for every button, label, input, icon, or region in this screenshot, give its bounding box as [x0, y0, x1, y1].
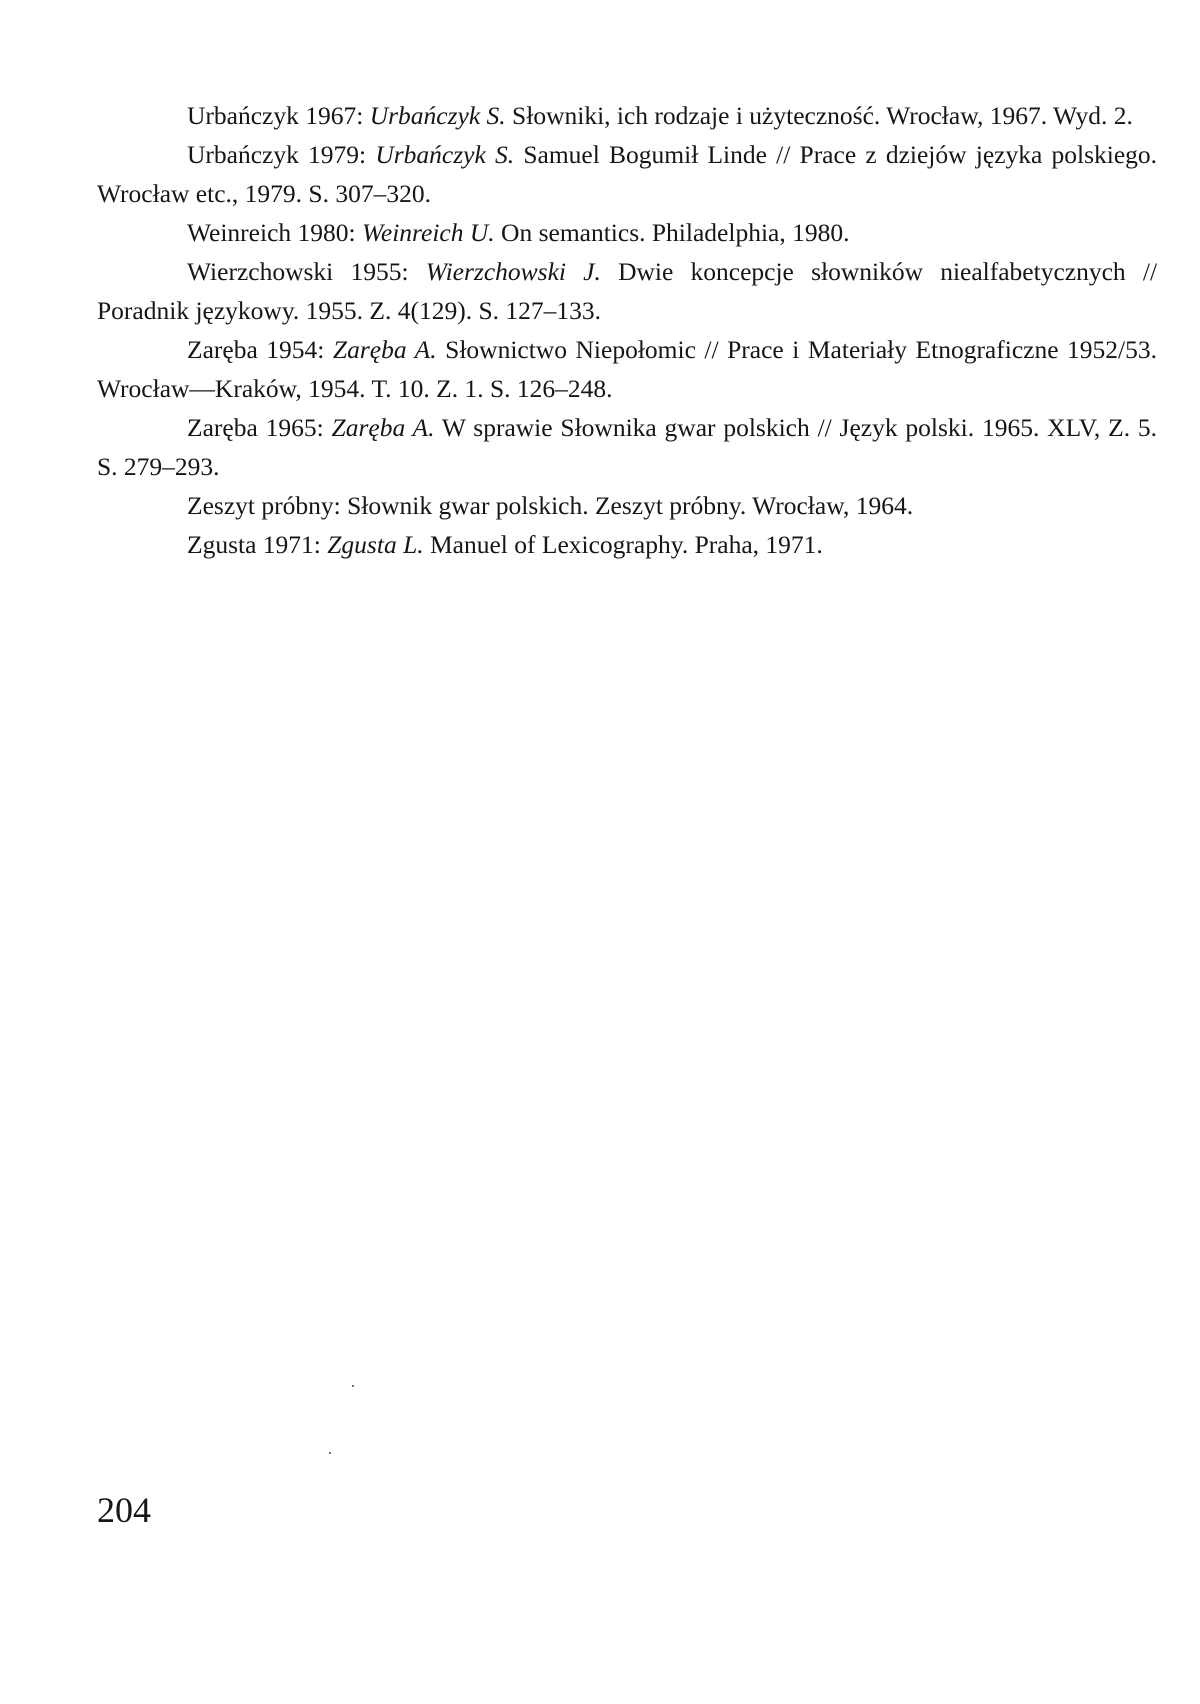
bibliography-entry	[97, 135, 1157, 213]
entry-key: Zaręba 1954:	[187, 335, 325, 364]
entry-text: Dwie koncepcje słowników niealfabetycznych // Poradnik językowy. 1955. Z. 4(129). S. 127–133.	[97, 257, 1158, 325]
entry-author: Weinreich U.	[361, 218, 495, 247]
entry-author: Zgusta L.	[327, 530, 424, 559]
entry-key: Wierzchowski 1955:	[187, 257, 409, 286]
entry-text: W sprawie Słownika gwar polskich // Język polski. 1965. XLV, Z. 5. S. 279–293.	[97, 413, 1158, 481]
entry-key: Urbańczyk 1967:	[187, 101, 364, 130]
entry-key: Weinreich 1980:	[187, 218, 356, 247]
bibliography-entry	[97, 486, 1157, 525]
bibliography-entry	[97, 96, 1157, 135]
entry-text: Manuel of Lexicography. Praha, 1971.	[430, 530, 823, 559]
entry-key: Zeszyt próbny:	[187, 491, 341, 520]
entry-text: Samuel Bogumił Linde // Prace z dziejów języka polskiego. Wrocław etc., 1979. S. 307–320.	[97, 140, 1158, 208]
entry-author: Wierzchowski J.	[425, 257, 601, 286]
bibliography-entry	[97, 330, 1157, 408]
entry-text: On semantics. Philadelphia, 1980.	[501, 218, 850, 247]
entry-text: Słownik gwar polskich. Zeszyt próbny. Wrocław, 1964.	[347, 491, 914, 520]
entry-author: Zaręba A.	[331, 413, 435, 442]
bibliography-entry	[97, 408, 1157, 486]
bibliography-entry	[97, 252, 1157, 330]
entry-text: Słowniki, ich rodzaje i użyteczność. Wrocław, 1967. Wyd. 2.	[512, 101, 1133, 130]
scan-speck	[352, 1385, 354, 1387]
bibliography-entry	[97, 213, 1157, 252]
entry-text: Słownictwo Niepołomic // Prace i Materiały Etnograficzne 1952/53. Wrocław—Kraków, 1954. T. 10. Z. 1. S. 126–248.	[97, 335, 1158, 403]
entry-key: Zaręba 1965:	[187, 413, 324, 442]
scan-speck	[329, 1452, 331, 1454]
bibliography-list	[97, 96, 1157, 564]
entry-author: Zaręba A.	[332, 335, 437, 364]
entry-key: Urbańczyk 1979:	[187, 140, 367, 169]
entry-author: Urbańczyk S.	[369, 101, 506, 130]
entry-author: Urbańczyk S.	[375, 140, 515, 169]
entry-key: Zgusta 1971:	[187, 530, 321, 559]
page-number: 204	[97, 1490, 151, 1530]
bibliography-entry	[97, 525, 1157, 564]
